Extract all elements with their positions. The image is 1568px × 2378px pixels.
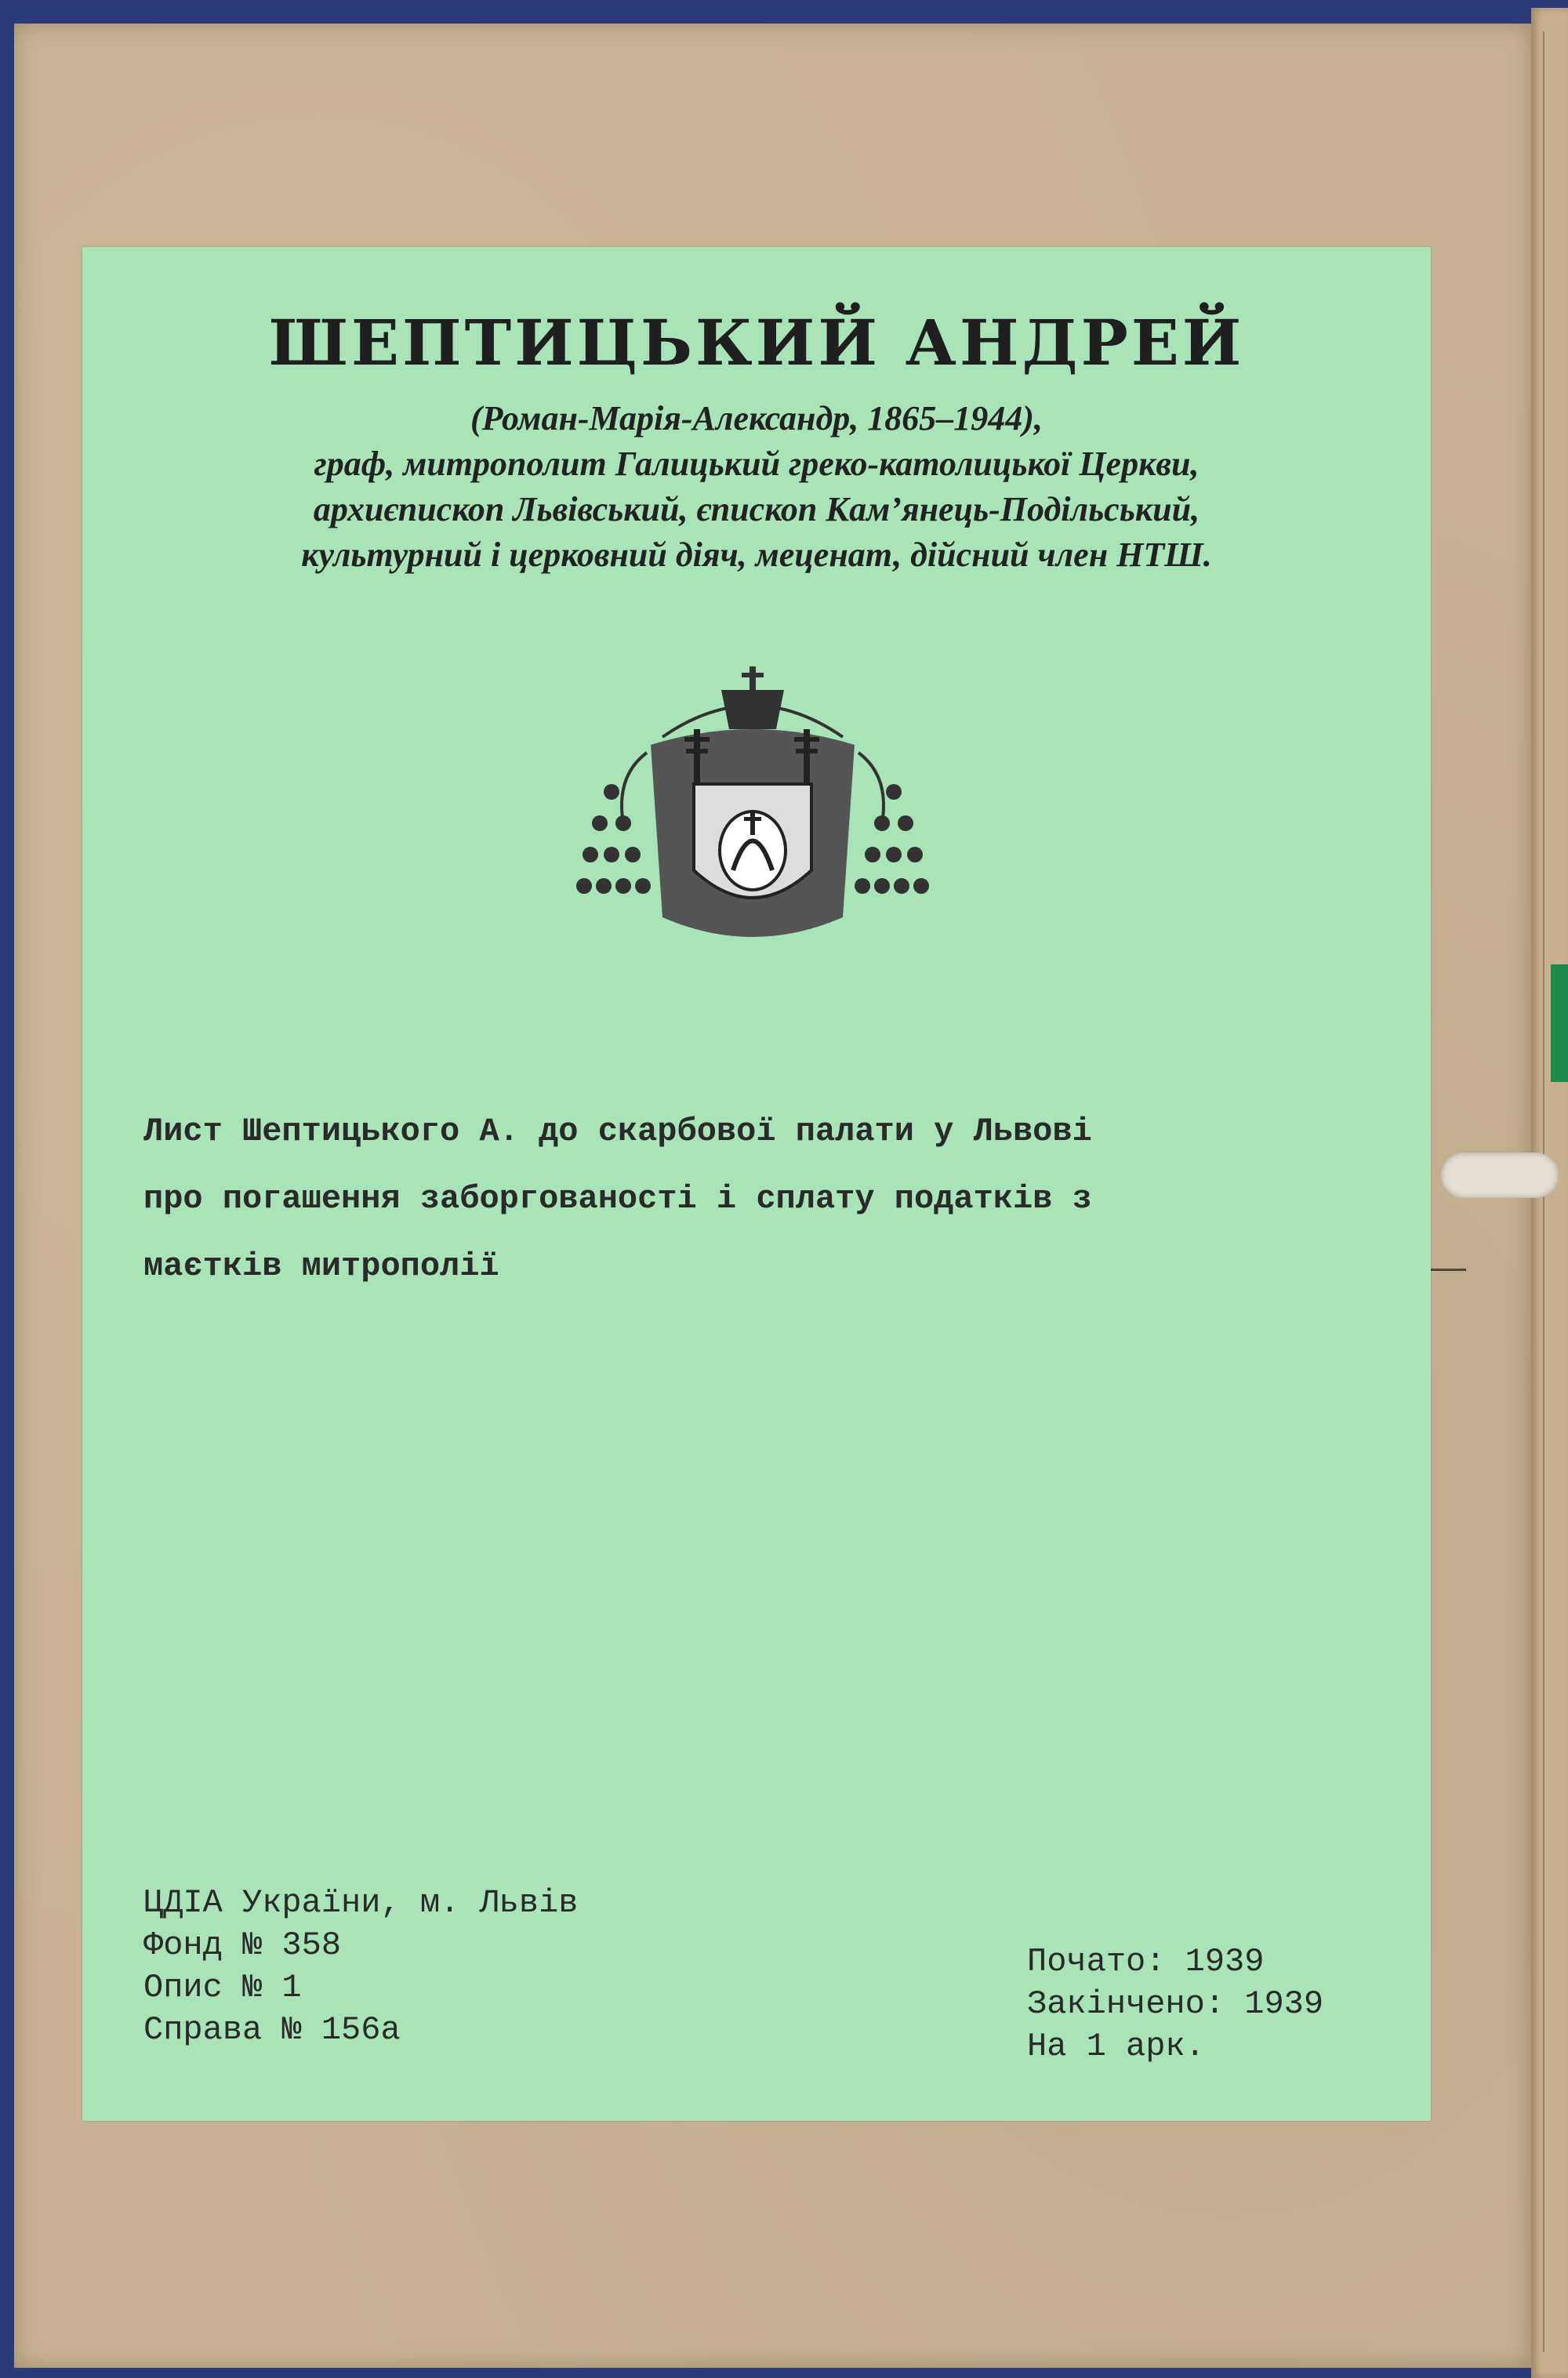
archive-label <box>82 247 1431 2121</box>
date-finished: Закінчено: 1939 <box>1027 1985 1324 2023</box>
subtitle-line: культурний і церковний діяч, меценат, дійсний член НТШ. <box>301 536 1212 574</box>
case-title <box>143 1098 1398 1300</box>
archive-opys: Опис № 1 <box>143 1969 302 2006</box>
coat-of-arms-icon <box>568 643 937 957</box>
archive-institution: ЦДІА України, м. Львів <box>143 1884 579 1922</box>
folder-string-tie <box>1441 1153 1559 1198</box>
subtitle-line: (Роман-Марія-Александр, 1865–1944), <box>470 399 1043 437</box>
subtitle-line: граф, митрополит Галицький греко-католицької Церкви, <box>314 445 1200 483</box>
subtitle-line: архиєпископ Львівський, єпископ Кам’янець-Подільський, <box>313 490 1200 528</box>
archive-sprava: Справа № 156а <box>143 2011 401 2049</box>
case-title-line: про погашення заборгованості і сплату податків з <box>143 1180 1092 1218</box>
label-title: ШЕПТИЦЬКИЙ АНДРЕЙ <box>268 306 1245 379</box>
case-title-line: маєтків митрополії <box>143 1247 499 1285</box>
date-started: Почато: 1939 <box>1027 1943 1265 1980</box>
sheet-count: На 1 арк. <box>1027 2028 1205 2065</box>
folder-tab <box>1551 964 1568 1082</box>
archive-reference <box>143 1882 579 2051</box>
case-title-line: Лист Шептицького А. до скарбової палати у Львові <box>143 1113 1092 1150</box>
case-dates <box>1027 1941 1323 2068</box>
label-subtitle <box>82 396 1431 578</box>
archive-fond: Фонд № 358 <box>143 1926 342 1964</box>
